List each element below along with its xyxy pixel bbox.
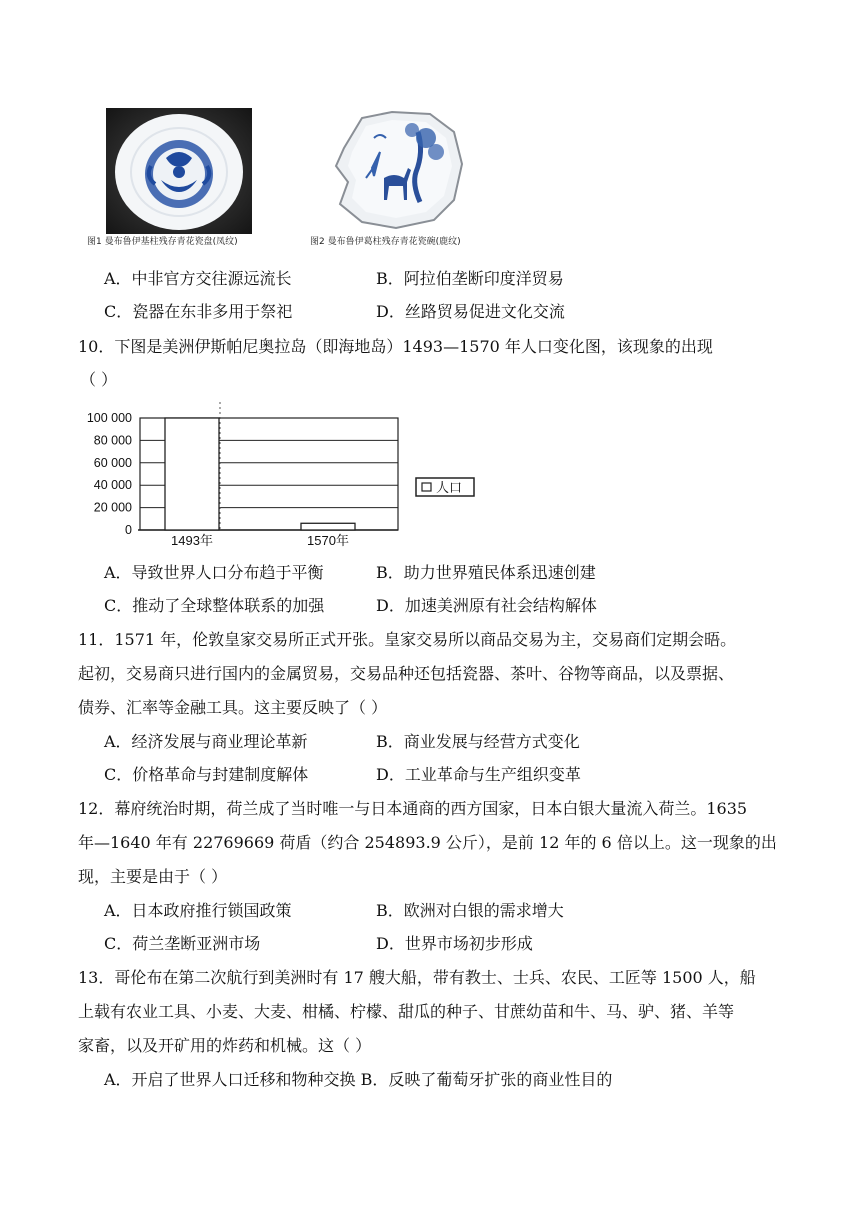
q9-option-d: D．丝路贸易促进文化交流 (376, 302, 565, 321)
q9-option-a: A．中非官方交往源远流长 (104, 269, 292, 288)
q12-stem-line3: 现，主要是由于（ ） (78, 867, 228, 886)
figure2-deer-bowl (322, 108, 468, 234)
q11-option-c: C．价格革命与封建制度解体 (104, 765, 309, 784)
deer-bowl-icon (322, 108, 468, 234)
q10-option-a: A．导致世界人口分布趋于平衡 (104, 563, 324, 582)
q10-option-b: B．助力世界殖民体系迅速创建 (376, 563, 596, 582)
q11-option-a: A．经济发展与商业理论革新 (104, 732, 308, 751)
y-tick-label: 20 000 (93, 500, 132, 515)
q13-stem-line2: 上载有农业工具、小麦、大麦、柑橘、柠檬、甜瓜的种子、甘蔗幼苗和牛、马、驴、猪、羊等 (78, 1002, 735, 1021)
bar-2 (301, 523, 355, 530)
phoenix-plate-icon (106, 108, 252, 234)
q10-stem-line1: 10．下图是美洲伊斯帕尼奥拉岛（即海地岛）1493—1570 年人口变化图，该现象的出现 (78, 337, 713, 356)
q12-stem-line2: 年—1640 年有 22769669 荷盾（约合 254893.9 公斤），是前 12 年的 6 倍以上。这一现象的出 (78, 833, 777, 852)
q11-option-d: D．工业革命与生产组织变革 (376, 765, 581, 784)
q11-stem-line2: 起初，交易商只进行国内的金属贸易，交易品种还包括瓷器、茶叶、谷物等商品，以及票据、 (78, 664, 735, 683)
q13-option-ab: A．开启了世界人口迁移和物种交换 B．反映了葡萄牙扩张的商业性目的 (104, 1070, 613, 1089)
population-bar-chart (78, 400, 498, 550)
q9-option-b: B．阿拉伯垄断印度洋贸易 (376, 269, 564, 288)
q11-stem-line3: 债券、汇率等金融工具。这主要反映了（ ） (78, 698, 388, 717)
figure1-caption: 图1 曼布鲁伊基柱残存青花瓷盘(凤纹) (87, 237, 238, 247)
y-tick-label: 80 000 (93, 433, 132, 448)
y-tick-label: 60 000 (93, 455, 132, 470)
chart-legend (416, 478, 474, 496)
figure1-phoenix-plate (106, 108, 252, 234)
y-tick-label: 100 000 (86, 411, 132, 425)
y-tick-label: 40 000 (93, 478, 132, 493)
q11-option-b: B．商业发展与经营方式变化 (376, 732, 580, 751)
legend-label: 人口 (436, 480, 463, 495)
bar-1 (165, 418, 219, 530)
q10-option-c: C．推动了全球整体联系的加强 (104, 596, 325, 615)
q13-stem-line3: 家畜，以及开矿用的炸药和机械。这（ ） (78, 1036, 372, 1055)
q13-stem-line1: 13．哥伦布在第二次航行到美洲时有 17 艘大船，带有教士、士兵、农民、工匠等 1500 人，船 (78, 968, 756, 987)
y-tick-label: 0 (125, 523, 132, 537)
q12-option-a: A．日本政府推行锁国政策 (104, 901, 292, 920)
q10-option-d: D．加速美洲原有社会结构解体 (376, 596, 597, 615)
q12-option-c: C．荷兰垄断亚洲市场 (104, 934, 261, 953)
q12-option-b: B．欧洲对白银的需求增大 (376, 901, 564, 920)
q12-stem-line1: 12．幕府统治时期，荷兰成了当时唯一与日本通商的西方国家，日本白银大量流入荷兰。1635 (78, 799, 748, 818)
q9-option-c: C．瓷器在东非多用于祭祀 (104, 302, 293, 321)
q12-option-d: D．世界市场初步形成 (376, 934, 533, 953)
figure2-caption: 图2 曼布鲁伊葛柱残存青花瓷碗(鹿纹) (310, 237, 461, 247)
x-category-label: 1493年 (171, 533, 213, 548)
q11-stem-line1: 11．1571 年，伦敦皇家交易所正式开张。皇家交易所以商品交易为主，交易商们定期会晤。 (78, 630, 737, 649)
legend-swatch (422, 483, 431, 491)
q10-stem-line2: （ ） (80, 370, 118, 389)
x-category-label: 1570年 (307, 533, 349, 548)
